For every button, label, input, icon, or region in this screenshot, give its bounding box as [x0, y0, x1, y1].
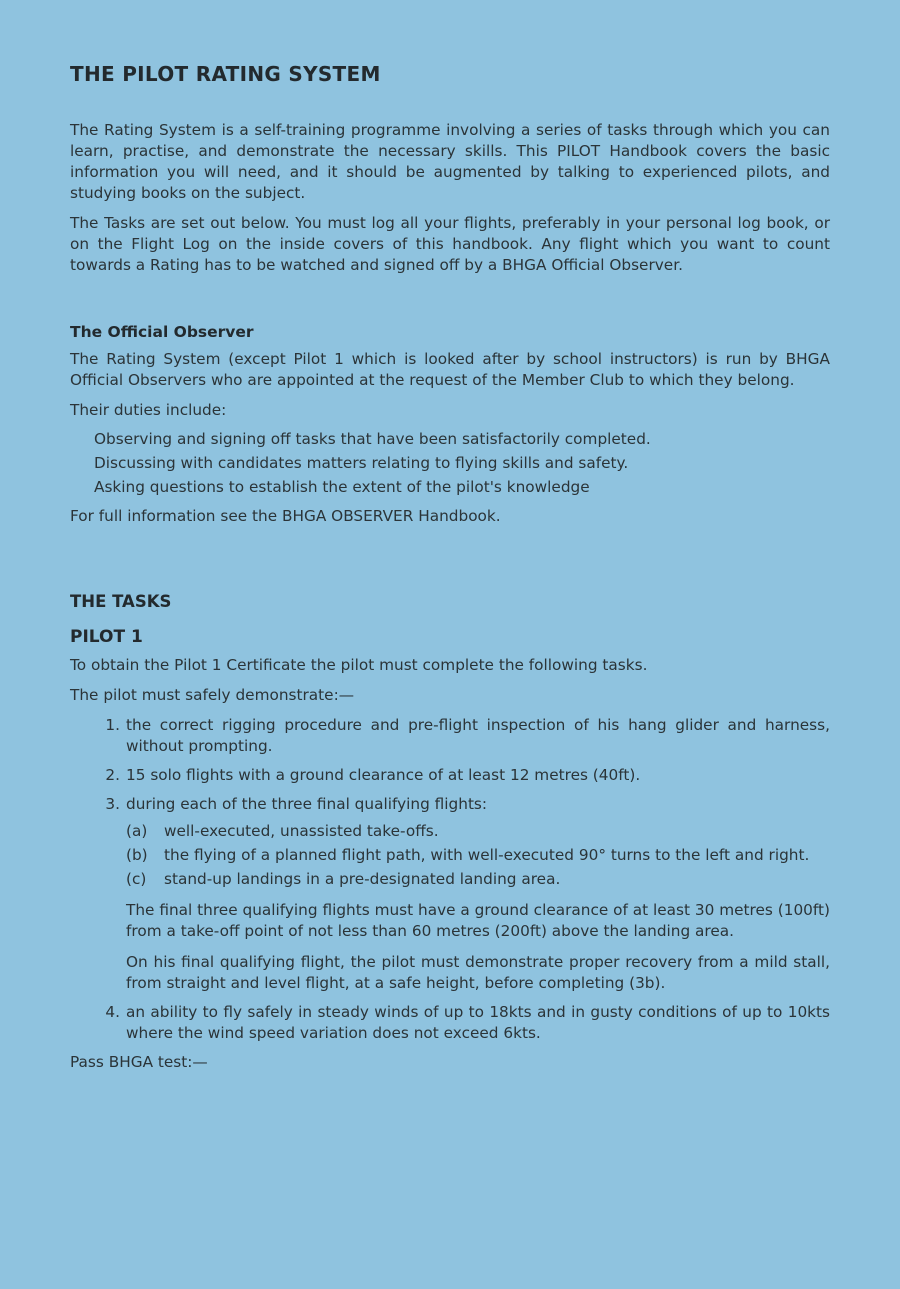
list-item-number: 1.	[105, 716, 120, 734]
pilot1-paragraph-2: The pilot must safely demonstrate:—	[70, 686, 355, 704]
list-item-text: 15 solo flights with a ground clearance of at least 12 metres (40ft).	[126, 766, 641, 784]
pilot1-paragraph-1: To obtain the Pilot 1 Certificate the pilot must complete the following tasks.	[70, 656, 648, 674]
list-item-text: during each of the three final qualifying flights:	[126, 795, 488, 813]
pilot1-note-2: On his final qualifying flight, the pilot must demonstrate proper recovery from a mild stall, from straight and level flight, at a safe height, before completing (3b).	[126, 953, 830, 992]
observer-duty: Discussing with candidates matters relating to flying skills and safety.	[94, 454, 629, 472]
observer-duty: Observing and signing off tasks that have been satisfactorily completed.	[94, 430, 651, 448]
document-page	[70, 62, 830, 1073]
intro-paragraph-2: The Tasks are set out below. You must log all your flights, preferably in your personal log book, or on the Flight Log on the inside covers of this handbook. Any flight which you want to count towards a Rating has to be watched and signed off by a BHGA Official Observer.	[70, 214, 830, 274]
list-item-number: 4.	[105, 1003, 120, 1021]
tasks-heading: THE TASKS	[70, 592, 172, 611]
sub-list-item-letter: (b)	[126, 846, 148, 864]
list-item	[70, 715, 830, 757]
observer-heading: The Official Observer	[70, 323, 254, 341]
sub-list-item	[126, 845, 830, 866]
pilot1-task-list	[70, 715, 830, 1044]
list-item-text: an ability to fly safely in steady winds of up to 18kts and in gusty conditions of up to 10kts where the wind speed variation does not exceed 6kts.	[126, 1003, 830, 1042]
sub-list-item-letter: (a)	[126, 822, 148, 840]
pilot1-heading: PILOT 1	[70, 627, 143, 647]
list-item-number: 2.	[105, 766, 120, 784]
list-item-text: the correct rigging procedure and pre-flight inspection of his hang glider and harness, without prompting.	[126, 716, 830, 755]
intro-paragraph-1: The Rating System is a self-training programme involving a series of tasks through which you can learn, practise, and demonstrate the necessary skills. This PILOT Handbook covers the basic information you will need, and it should be augmented by talking to experienced pilots, and studying books on the subject.	[70, 121, 830, 202]
list-item	[70, 794, 830, 994]
list-item	[70, 765, 830, 786]
observer-paragraph-3: For full information see the BHGA OBSERVER Handbook.	[70, 507, 501, 525]
pilot1-note-1: The final three qualifying flights must have a ground clearance of at least 30 metres (100ft) from a take-off point of not less than 60 metres (200ft) above the landing area.	[126, 901, 830, 940]
sub-list-item	[126, 821, 830, 842]
sub-list-item-text: well-executed, unassisted take-offs.	[164, 822, 439, 840]
pilot1-footer: Pass BHGA test:—	[70, 1053, 208, 1071]
page-title: THE PILOT RATING SYSTEM	[70, 62, 381, 86]
observer-duty: Asking questions to establish the extent of the pilot's knowledge	[94, 478, 590, 496]
sub-list-item-letter: (c)	[126, 870, 147, 888]
sub-list-item-text: the flying of a planned flight path, with well-executed 90° turns to the left and right.	[164, 846, 810, 864]
sub-list-item	[126, 869, 830, 890]
sub-list-item-text: stand-up landings in a pre-designated landing area.	[164, 870, 561, 888]
list-item	[70, 1002, 830, 1044]
observer-paragraph-1: The Rating System (except Pilot 1 which is looked after by school instructors) is run by BHGA Official Observers who are appointed at the request of the Member Club to which they belong.	[70, 350, 830, 389]
observer-paragraph-2: Their duties include:	[70, 401, 227, 419]
observer-duties-list	[70, 429, 830, 498]
list-item-number: 3.	[105, 795, 120, 813]
